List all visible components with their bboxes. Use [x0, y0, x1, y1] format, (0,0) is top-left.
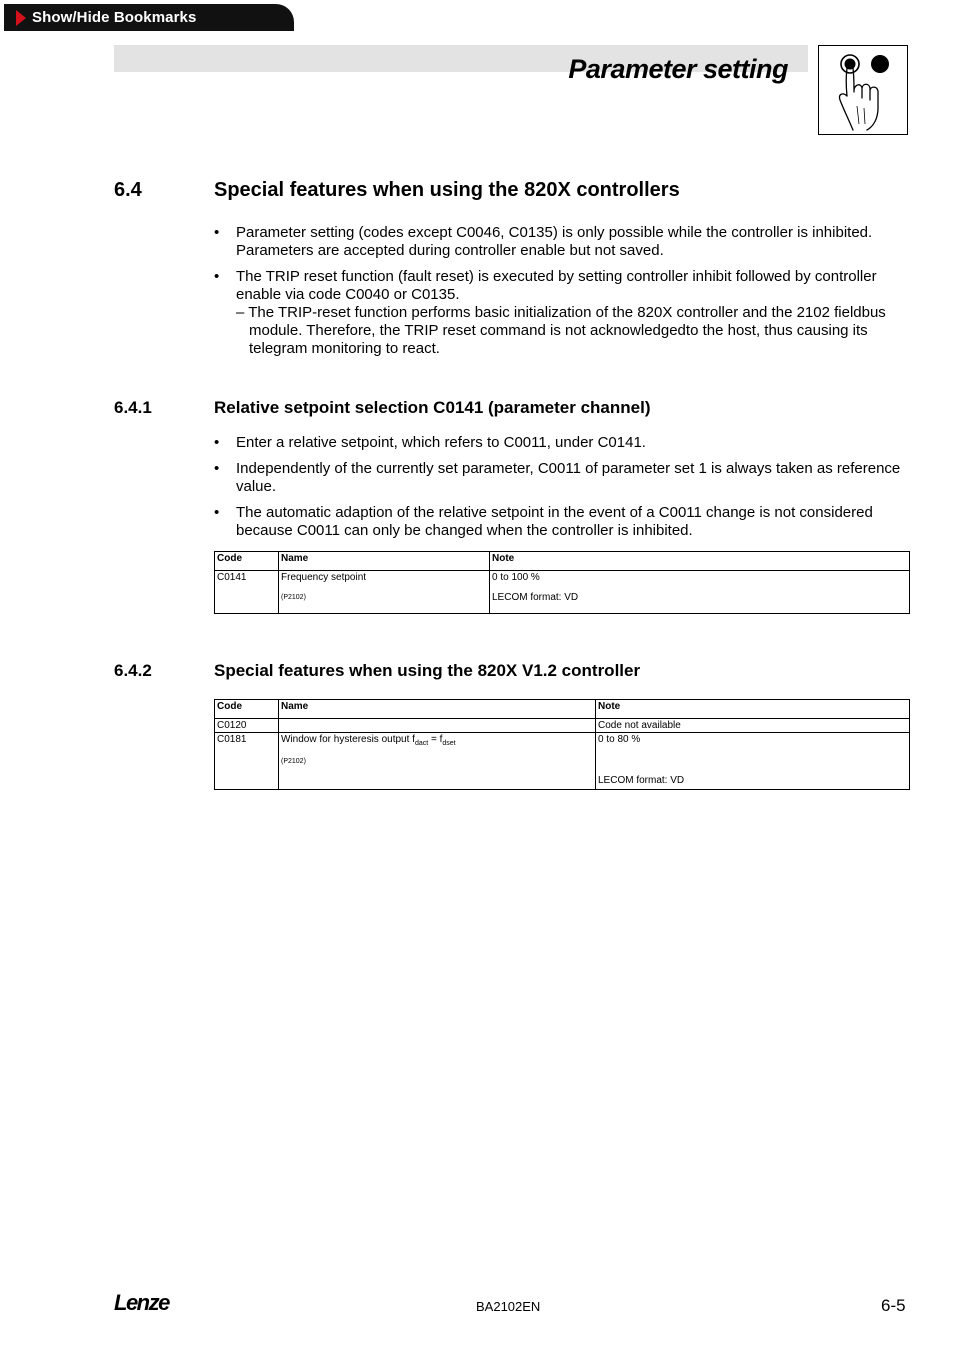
subscript-dact: dact — [414, 740, 429, 747]
table-row — [215, 719, 910, 733]
bullet-icon: • — [214, 434, 220, 451]
show-hide-bookmarks-button[interactable] — [4, 4, 294, 31]
subsection-title: Special features when using the 820X V1.2 controller — [214, 661, 641, 680]
document-id: BA2102EN — [476, 1299, 541, 1314]
section-bullet-list — [214, 224, 904, 366]
subsection-number: 6.4.1 — [114, 398, 152, 417]
bullet-text: Enter a relative setpoint, which refers to C0011, under C0141. — [236, 434, 646, 451]
table-header-row — [215, 552, 910, 571]
bullet-icon: • — [214, 504, 220, 521]
cell-note: Code not available — [596, 719, 910, 733]
note-range: 0 to 80 % — [598, 734, 641, 745]
page-title: Parameter setting — [568, 54, 788, 84]
header-name: Name — [279, 700, 596, 719]
subsection-bullet-list — [214, 434, 904, 548]
header-name: Name — [279, 552, 490, 571]
bullet-text: The automatic adaption of the relative setpoint in the event of a C0011 change is not considered because C0011 can only be changed when the controller is inhibited. — [236, 504, 873, 539]
name-reference: (P2102) — [281, 594, 306, 601]
bullet-icon: • — [214, 268, 220, 285]
subsection-title: Relative setpoint selection C0141 (parameter channel) — [214, 398, 651, 417]
header-code: Code — [215, 552, 279, 571]
cell-code: C0120 — [215, 719, 279, 733]
cell-name — [279, 733, 596, 790]
bullet-text: Parameter setting (codes except C0046, C0135) is only possible while the controller is inhibited. Parameters are accepted during controller enable but not saved. — [236, 224, 873, 259]
parameter-table-v12 — [214, 699, 910, 790]
bookmark-label: Show/Hide Bookmarks — [32, 9, 197, 26]
note-format: LECOM format: VD — [492, 592, 579, 603]
list-item — [214, 224, 904, 260]
bullet-icon: • — [214, 460, 220, 477]
bullet-text: The TRIP reset function (fault reset) is executed by setting controller inhibit followed by controller enable via code C0040 or C0135. — [236, 268, 877, 303]
lenze-logo: Lenze — [114, 1290, 169, 1315]
cell-code: C0141 — [215, 571, 279, 614]
table-row — [215, 733, 910, 790]
table-row — [215, 571, 910, 614]
list-item — [214, 460, 904, 496]
list-item — [214, 268, 904, 304]
bullet-icon: • — [214, 224, 220, 241]
bullet-text: Independently of the currently set parameter, C0011 of parameter set 1 is always taken as reference value. — [236, 460, 901, 495]
cell-name — [279, 719, 596, 733]
triangle-right-icon — [16, 10, 26, 26]
section-number: 6.4 — [114, 179, 142, 201]
parameter-table-c0141 — [214, 551, 910, 614]
note-format: LECOM format: VD — [598, 775, 685, 786]
list-item — [214, 504, 904, 540]
cell-code: C0181 — [215, 733, 279, 790]
sub-note: – The TRIP-reset function performs basic initialization of the 820X controller and the 2102 fieldbus module. Therefore, the TRIP reset command is not acknowledgedto the host, thus causing its telegram monitoring to react. — [236, 304, 886, 357]
cell-note — [490, 571, 910, 614]
hand-pressing-button-icon — [818, 45, 908, 135]
header-note: Note — [596, 700, 910, 719]
name-text: Frequency setpoint — [281, 572, 367, 583]
note-range: 0 to 100 % — [492, 572, 540, 583]
page-number: 6-5 — [881, 1296, 906, 1315]
name-reference: (P2102) — [281, 758, 306, 765]
subscript-dset: dset — [442, 740, 456, 747]
list-item — [214, 434, 904, 452]
name-part: Window for hysteresis output f — [281, 734, 415, 745]
cell-name — [279, 571, 490, 614]
header-code: Code — [215, 700, 279, 719]
table-header-row — [215, 700, 910, 719]
name-text — [281, 734, 593, 747]
section-title: Special features when using the 820X controllers — [214, 179, 680, 201]
name-part: = f — [428, 734, 443, 745]
header-note: Note — [490, 552, 910, 571]
cell-note — [596, 733, 910, 790]
subsection-number: 6.4.2 — [114, 661, 152, 680]
